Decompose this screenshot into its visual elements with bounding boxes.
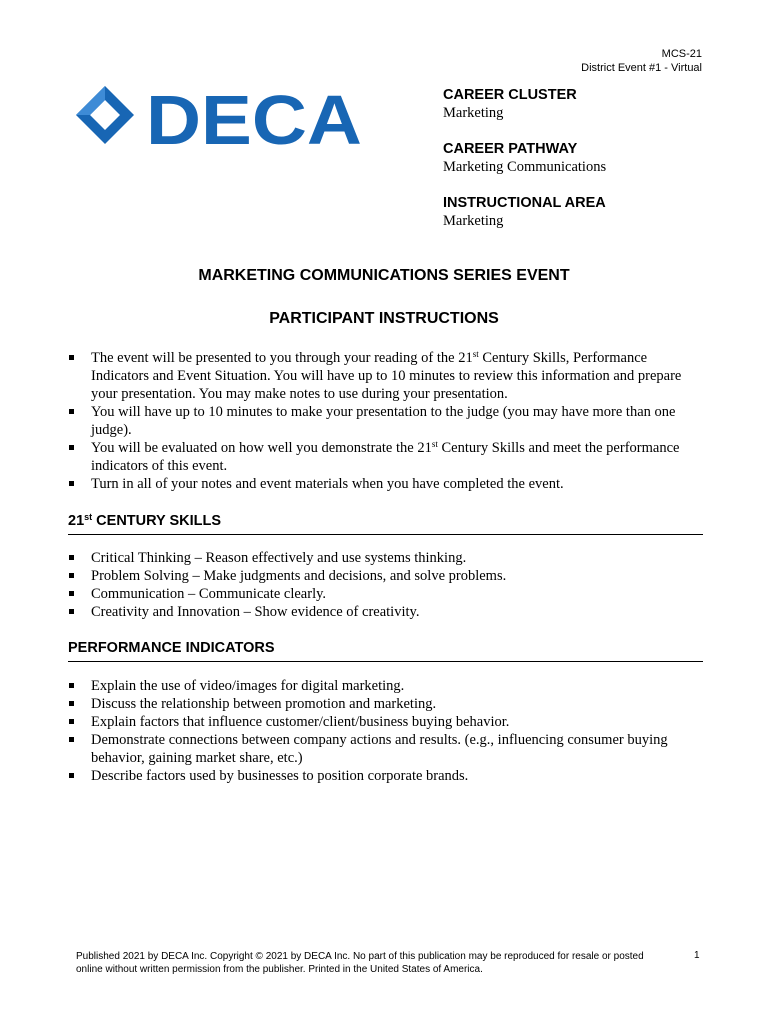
- list-item: Demonstrate connections between company actions and results. (e.g., influencing consumer buying behavior, gaining market share, etc.): [68, 731, 704, 767]
- performance-indicators-heading: PERFORMANCE INDICATORS: [68, 639, 703, 662]
- document-code-block: [581, 47, 702, 75]
- list-item: Turn in all of your notes and event materials when you have completed the event.: [68, 475, 704, 493]
- event-label: District Event #1 - Virtual: [581, 62, 702, 74]
- list-item: Critical Thinking – Reason effectively and use systems thinking.: [68, 549, 704, 567]
- list-item: Communication – Communicate clearly.: [68, 585, 704, 603]
- list-item: Explain the use of video/images for digital marketing.: [68, 677, 704, 695]
- instructions-list: [68, 349, 704, 493]
- list-item: You will be evaluated on how well you demonstrate the 21st Century Skills and meet the performance indicators of this event.: [68, 439, 704, 475]
- instructional-area-label: INSTRUCTIONAL AREA: [443, 195, 606, 211]
- instructional-area-value: Marketing: [443, 213, 504, 229]
- career-cluster-label: CAREER CLUSTER: [443, 87, 577, 103]
- list-item: Discuss the relationship between promotion and marketing.: [68, 695, 704, 713]
- century-skills-list: [68, 549, 704, 621]
- century-skills-heading: 21st CENTURY SKILLS: [68, 512, 703, 535]
- copyright-footer: Published 2021 by DECA Inc. Copyright © 2021 by DECA Inc. No part of this publication may be reproduced for resale or posted online without written permission from the publisher. Printed in the United States of America.: [76, 951, 644, 975]
- deca-wordmark: DECA: [146, 84, 362, 150]
- deca-diamond-icon: [76, 86, 134, 144]
- career-cluster-value: Marketing: [443, 105, 504, 121]
- career-pathway-label: CAREER PATHWAY: [443, 141, 578, 157]
- deca-logo: [74, 84, 374, 150]
- list-item: Creativity and Innovation – Show evidence of creativity.: [68, 603, 704, 621]
- page-number: 1: [694, 950, 700, 961]
- career-info: [443, 86, 713, 248]
- list-item: The event will be presented to you through your reading of the 21st Century Skills, Performance Indicators and Event Situation. You will have up to 10 minutes to review this information and prepare your presentation. You may make notes to use during your presentation.: [68, 349, 704, 403]
- event-title: MARKETING COMMUNICATIONS SERIES EVENT: [198, 267, 570, 284]
- participant-instructions-heading: PARTICIPANT INSTRUCTIONS: [269, 310, 499, 327]
- list-item: Explain factors that influence customer/client/business buying behavior.: [68, 713, 704, 731]
- list-item: You will have up to 10 minutes to make your presentation to the judge (you may have more than one judge).: [68, 403, 704, 439]
- list-item: Describe factors used by businesses to position corporate brands.: [68, 767, 704, 785]
- document-code: MCS-21: [661, 48, 702, 60]
- performance-indicators-list: [68, 677, 704, 785]
- career-pathway-value: Marketing Communications: [443, 159, 607, 175]
- list-item: Problem Solving – Make judgments and decisions, and solve problems.: [68, 567, 704, 585]
